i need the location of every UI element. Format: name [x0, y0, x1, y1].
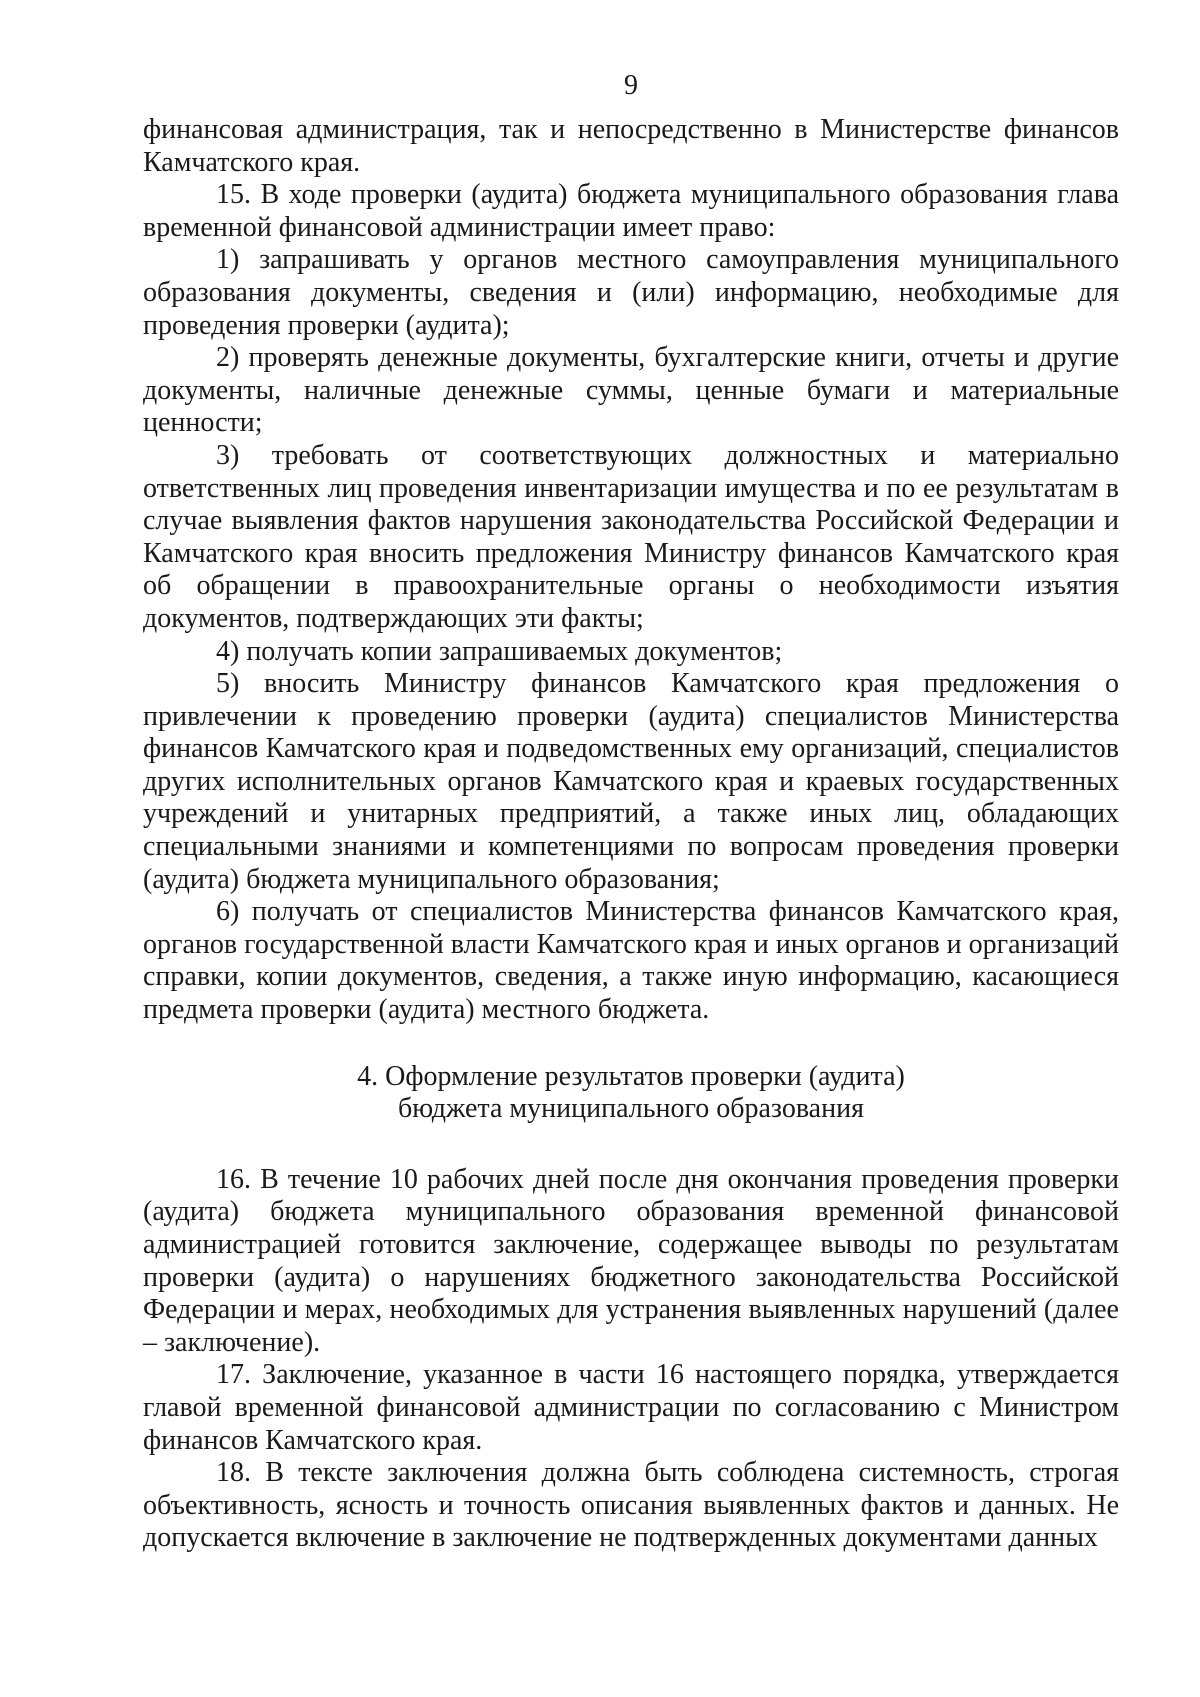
paragraph-item-16: 16. В течение 10 рабочих дней после дня окончания проведения проверки (аудита) бюджета муниципального образования временной финансовой администрацией готовится заключение, содержащее выводы по результатам проверки (аудита) о нарушениях бюджетного законодательства Российской Федерации и мерах, необходимых для устранения выявленных нарушений (далее – заключение). [143, 1163, 1119, 1358]
paragraph-item-18: 18. В тексте заключения должна быть соблюдена системность, строгая объективность, ясность и точность описания выявленных фактов и данных. Не допускается включение в заключение не подтвержденных документами данных [143, 1457, 1119, 1554]
list-item-2: 2) проверять денежные документы, бухгалтерские книги, отчеты и другие документы, наличные денежные суммы, ценные бумаги и материальные ценности; [143, 342, 1119, 439]
list-item-6: 6) получать от специалистов Министерства финансов Камчатского края, органов государственной власти Камчатского края и иных органов и организаций справки, копии документов, сведения, а также иную информацию, касающиеся предмета проверки (аудита) местного бюджета. [143, 896, 1119, 1026]
paragraph: финансовая администрация, так и непосредственно в Министерстве финансов Камчатского края. [143, 114, 1119, 178]
page-number: 9 [624, 70, 638, 101]
section-title [143, 1061, 1119, 1126]
paragraph-item-15: 15. В ходе проверки (аудита) бюджета муниципального образования глава временной финансовой администрации имеет право: [143, 179, 1119, 243]
paragraph-item-17: 17. Заключение, указанное в части 16 настоящего порядка, утверждается главой временной финансовой администрации по согласованию с Министром финансов Камчатского края. [143, 1359, 1119, 1456]
body-text-top [143, 114, 1119, 1027]
section-title-line-2: бюджета муниципального образования [398, 1093, 864, 1125]
document-page [143, 70, 1119, 1555]
list-item-1: 1) запрашивать у органов местного самоуправления муниципального образования документы, сведения и (или) информацию, необходимые для проведения проверки (аудита); [143, 244, 1119, 341]
body-text-bottom [143, 1164, 1119, 1555]
list-item-4: 4) получать копии запрашиваемых документов; [216, 635, 783, 667]
list-item-5: 5) вносить Министру финансов Камчатского края предложения о привлечении к проведению проверки (аудита) специалистов Министерства финансов Камчатского края и подведомственных ему организаций, специалистов других исполнительных органов Камчатского края и краевых государственных учреждений и унитарных предприятий, а также иных лиц, обладающих специальными знаниями и компетенциями по вопросам проведения проверки (аудита) бюджета муниципального образования; [143, 668, 1119, 895]
section-title-line-1: 4. Оформление результатов проверки (аудита) [357, 1060, 905, 1092]
list-item-3: 3) требовать от соответствующих должностных и материально ответственных лиц проведения инвентаризации имущества и по ее результатам в случае выявления фактов нарушения законодательства Российской Федерации и Камчатского края вносить предложения Министру финансов Камчатского края об обращении в правоохранительные органы о необходимости изъятия документов, подтверждающих эти факты; [143, 439, 1119, 634]
